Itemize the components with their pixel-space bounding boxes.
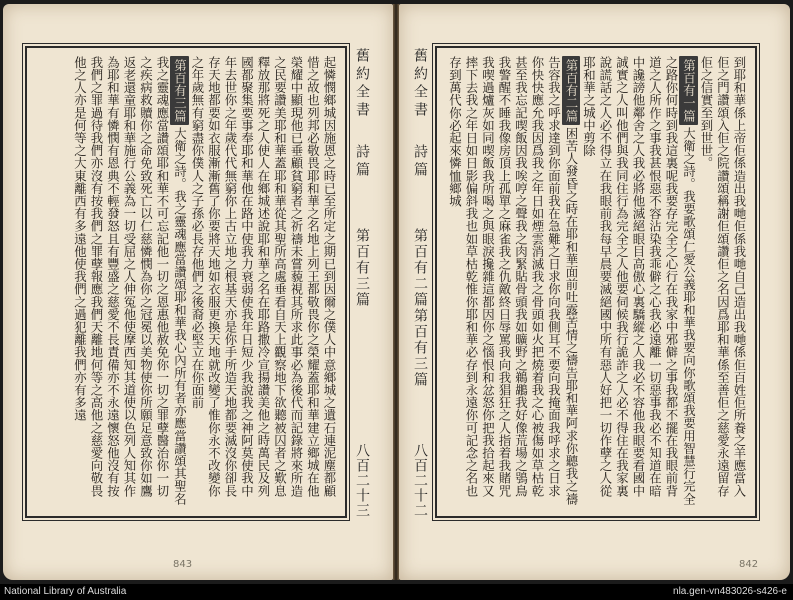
left-paragraph-1: 起憐憫鄉城因施恩之時已至所定之期已到因爾之僕人中意鄉城之遺石連泥塵都顧惜之故也列邦必敬畏耶和華之名地上列王都敬畏你之榮耀蓋耶和華建立鄉城在他榮耀中顯現他已垂顧貧窮者之祈禱未嘗藐視其所求此事必為後代而記錄將來所造之民要讚美耶和華蓋耶和華從其聖所高處垂看自天上觀察地下欲聽被囚者之歎息釋放那將死之人使人在鄉城述說耶和華之名在耶路撒冷宣揚讚美他之時萬民及列國都聚集要事奉耶和華他在路中使我力衰弱使我年日短少我說我之神阿莫使我中年去世你之年歲代代無窮你上古立地之根基天亦是你手所造天地都要滅沒你卻長存天地都要如衣服漸漸舊了你要將天地如衣服更換天地就改變了惟你永不改變你之年歲無有窮盡你僕人之子孫必長存他們之後裔必堅立在你面前	[190, 56, 337, 497]
right-page	[399, 4, 790, 580]
right-paragraph-1: 到耶和華係上帝佢係造出我哋佢係我哋自己造出我哋係佢百姓佢所養之羊應當入佢之門讚頌入佢之院讚頌稱謝佢頌讚佢之名因爲耶和華係至善佢之慈愛永遠留存佢之信實至到世世。	[699, 56, 747, 497]
psalm-heading-badge: 第百有二篇	[562, 56, 581, 125]
book-title: 舊約全書	[412, 48, 428, 120]
pencil-mark: 843	[173, 559, 193, 570]
right-paragraph-2: 第百有一篇大衛之詩。我要歌頌仁愛公義耶和華我要向你歌頌我要用智慧行完全之路你何時到我這裏呢我要存完全之心行在我家中邪僻之事我都不擺在我眼前背道之人所作之事我甚恨惡不容沾染我乖僻之心我必遠離一切惡事我必不知道在暗中讒謗他鄰舍之人我必將他滅絕眼目高傲心裏驕縱之人我必不容他我眼要看國中誠實之人叫他們與我同住行為完全之人他要伺候我行詭詐之人必不得住在我家裏說謊話之人必不得立在我眼前我每早晨要滅絕國中所有惡人好把一切作孽之人從耶和華之城中剪除	[581, 56, 697, 505]
volume-title: 詩篇	[354, 144, 370, 180]
right-paragraph-3: 第百有二篇困苦人發昏之時在耶和華面前吐露苦情之禱告耶和華阿求你聽我之禱告容我之呼求達到你面前我在急難之日求你向我側耳不要向我掩面我呼求之日求你快快應允我因爲我之年日如煙雲消滅我之骨頭如火把燒着我之心被傷如草枯乾甚至我忘記喫飯因我唉哼之聲我之肉緊貼骨頭我如曠野之鵜鶘我好像荒場之鴞鳥我警醒不睡我像房頂上孤單之麻雀我之仇敵終日辱罵我向我猖狂之人指着我賭咒我喫過爐灰如同喫飯我所喝之與眼淚攙雜這都因你之惱恨和忿怒你把我拾起來又摔下去我之年日如日影偏斜我也如草枯乾惟你耶和華必存到永遠你可記念之名也存到萬代你必起來憐恤鄉城	[447, 56, 579, 505]
left-text-frame	[25, 46, 347, 518]
left-margin-column	[348, 48, 372, 518]
book-title: 舊約全書	[354, 48, 370, 120]
page-number: 八百二十二	[412, 443, 428, 518]
left-paragraph-2: 第百有三篇大衛之詩。我之靈魂應當讚頌耶和華我心內所有者亦應當讚頌其聖名我之靈魂應當讚頌耶和華不可忘記他一切之恩惠他赦免你一切之罪孽醫治你一切之疾病救贖你之命免致死亡以仁慈憐憫為你之冠冕以美物使你所願足意致你如鷹返老還童耶和華施行公義為一切受屈之人伸冤他使摩西知其道使以色列人知其作為耶和華有憐憫有恩典不輕發怒且有豐盛之慈愛不長責備亦不永遠懷怒他沒有按我們之罪過待我們亦沒有按我們之罪孽報應我們天離地何等之高他之慈愛向敬畏他之人亦是何等之大東離西有多遠他使我們之過犯離我們亦有多遠	[72, 56, 188, 505]
left-body-text	[35, 56, 337, 508]
library-footer	[0, 584, 793, 600]
right-text-frame	[435, 46, 757, 518]
psalm-number: 第百有二篇第百有三篇	[412, 228, 428, 388]
page-number: 八百二十三	[354, 443, 370, 518]
left-page	[3, 4, 393, 580]
psalm-number: 第百有三篇	[354, 228, 370, 308]
image-identifier: nla.gen-vn483026-s426-e	[673, 586, 787, 597]
pencil-mark: 842	[739, 559, 759, 570]
right-body-text	[445, 56, 747, 508]
psalm-heading-badge: 第百有三篇	[170, 56, 189, 125]
library-credit: National Library of Australia	[4, 586, 127, 597]
psalm-heading-badge: 第百有一篇	[679, 56, 698, 125]
volume-title: 詩篇	[412, 144, 428, 180]
right-margin-column	[406, 48, 430, 518]
